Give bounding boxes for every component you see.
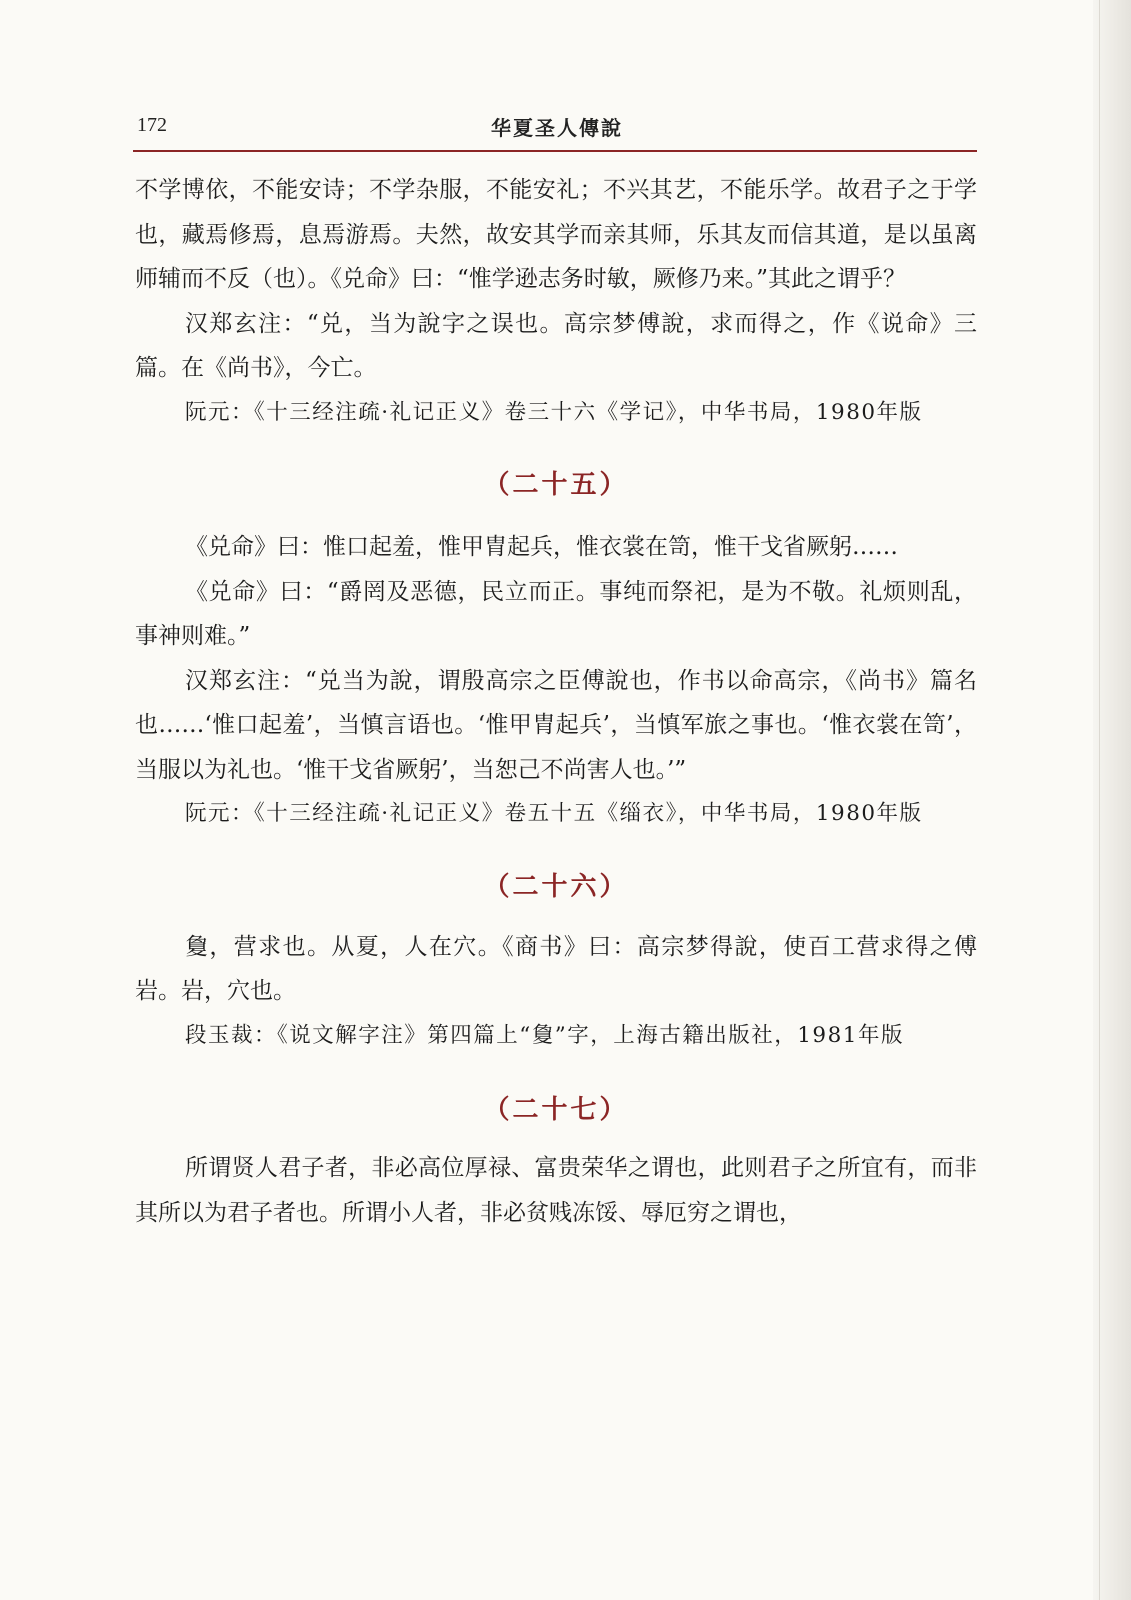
citation: 阮元：《十三经注疏·礼记正义》卷五十五《缁衣》，中华书局，1980年版 [185, 801, 923, 826]
page-number: 172 [137, 114, 167, 136]
section-heading: （二十七） [483, 1095, 629, 1125]
header-rule [133, 150, 977, 152]
paragraph: 《兑命》曰：“爵罔及恶德，民立而正。事纯而祭祀，是为不敬。礼烦则乱，事神则难。” [135, 578, 977, 649]
citation: 阮元：《十三经注疏·礼记正义》卷三十六《学记》，中华书局，1980年版 [185, 399, 923, 425]
paragraph: 汉郑玄注：“兑当为說，谓殷高宗之臣傅說也，作书以命高宗，《尚书》篇名也……‘惟口起羞’，当慎言语也。‘惟甲胄起兵’，当慎军旅之事也。‘惟衣裳在笥’，当服以为礼也。‘惟干戈省厥躬’，当恕己不尚害人也。’” [135, 667, 977, 783]
citation: 段玉裁：《说文解字注》第四篇上“敻”字，上海古籍出版社，1981年版 [185, 1022, 904, 1048]
page-edge-shadow [1093, 0, 1131, 1600]
section-heading: （二十五） [483, 470, 629, 500]
section-heading: （二十六） [483, 871, 629, 902]
paragraph: 汉郑玄注：“兑，当为說字之误也。高宗梦傅說，求而得之，作《说命》三篇。在《尚书》，今亡。 [135, 310, 977, 381]
paragraph: 所谓贤人君子者，非必高位厚禄、富贵荣华之谓也，此则君子之所宜有，而非其所以为君子者也。所谓小人者，非必贫贱冻馁、辱厄穷之谓也， [135, 1155, 977, 1226]
running-title: 华夏圣人傳說 [491, 116, 623, 140]
page-header [137, 112, 977, 144]
page-body [135, 168, 977, 1235]
paragraph: 敻，营求也。从夏，人在穴。《商书》曰：高宗梦得說，使百工营求得之傅岩。岩，穴也。 [135, 933, 977, 1004]
paragraph: 不学博依，不能安诗；不学杂服，不能安礼；不兴其艺，不能乐学。故君子之于学也，藏焉修焉，息焉游焉。夫然，故安其学而亲其师，乐其友而信其道，是以虽离师辅而不反（也）。《兑命》曰：“惟学逊志务时敏，厥修乃来。”其此之谓乎？ [135, 177, 977, 292]
paragraph: 《兑命》曰：惟口起羞，惟甲胄起兵，惟衣裳在笥，惟干戈省厥躬…… [185, 534, 898, 560]
